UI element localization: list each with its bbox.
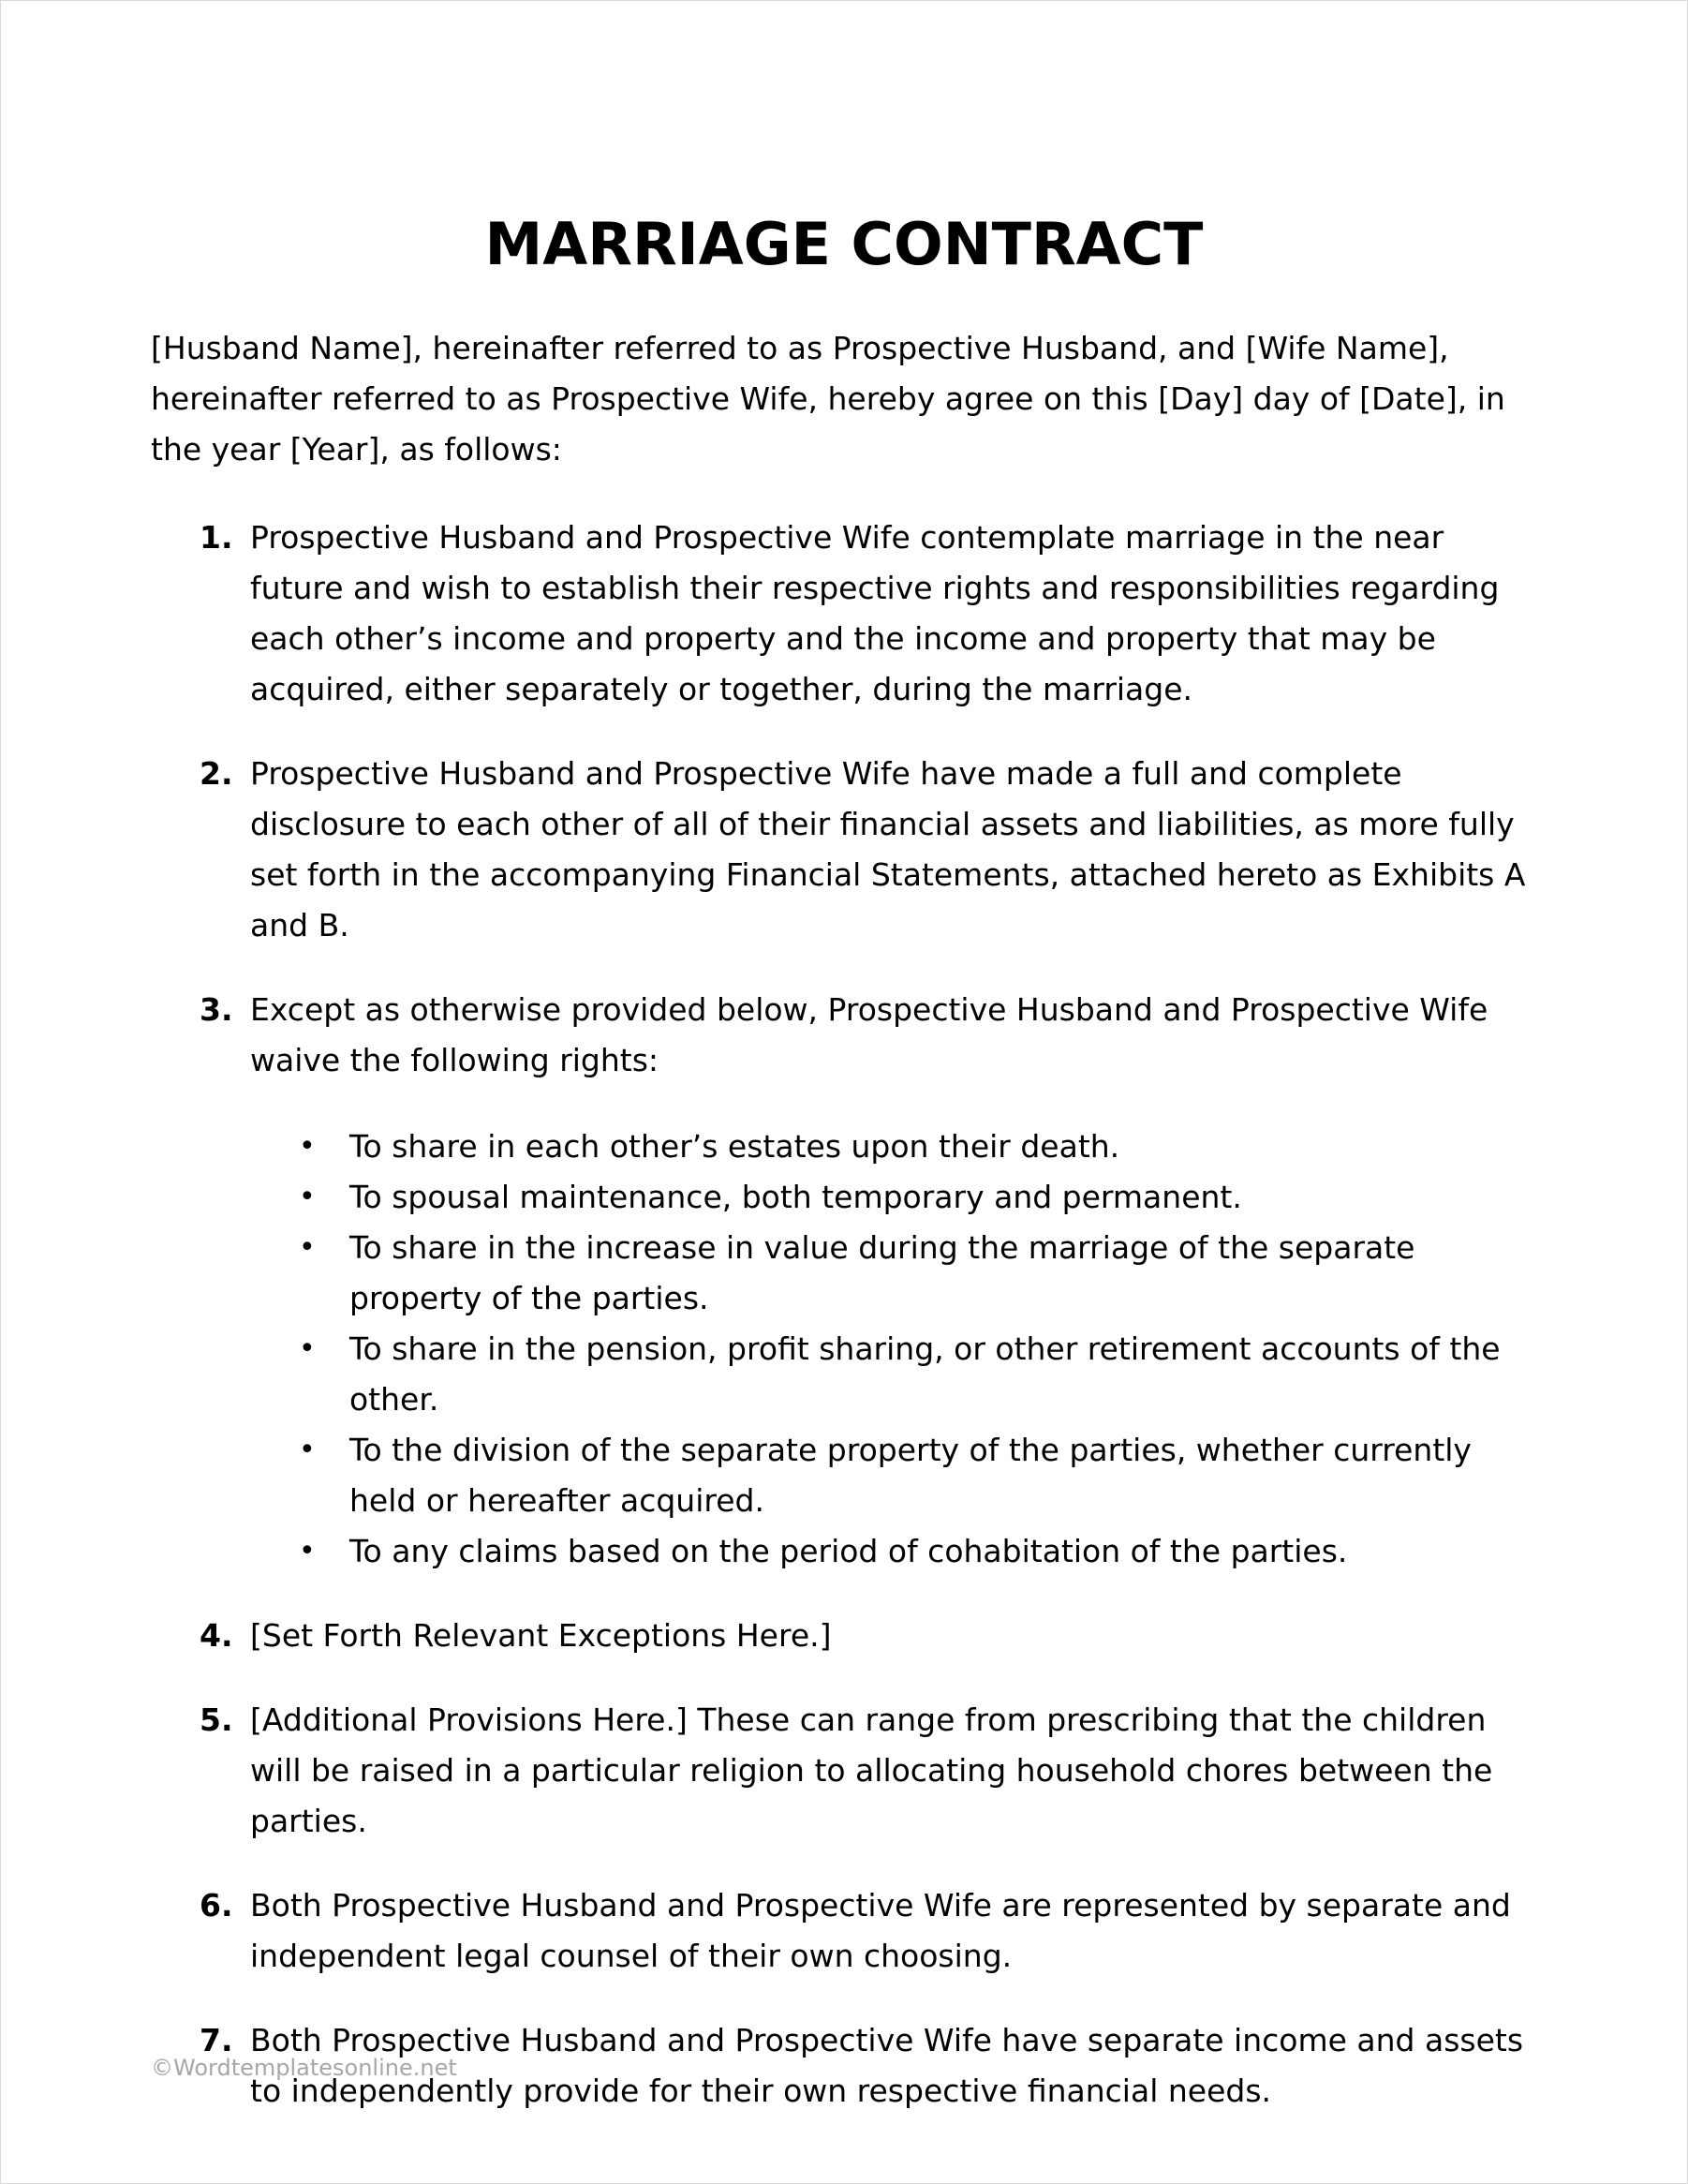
clause-number: 4.	[200, 1617, 233, 1654]
clause-4	[151, 1611, 1547, 1661]
waived-rights-list	[250, 1122, 1547, 1577]
list-item-text: To the division of the separate property of the parties, whether currently held or hereafter acquired.	[349, 1432, 1472, 1519]
list-item-text: To spousal maintenance, both temporary and permanent.	[349, 1179, 1242, 1215]
page-title: MARRIAGE CONTRACT	[484, 210, 1204, 278]
list-item	[250, 1172, 1547, 1223]
list-item	[250, 1526, 1547, 1577]
clause-5	[151, 1695, 1547, 1847]
clause-6	[151, 1880, 1547, 1982]
list-item-text: To share in the pension, profit sharing, or other retirement accounts of the other.	[349, 1330, 1501, 1418]
bullet-icon: •	[299, 1231, 316, 1264]
intro-paragraph: [Husband Name], hereinafter referred to as Prospective Husband, and [Wife Name], hereinafter referred to as Prospective Wife, hereby agree on this [Day] day of [Date], in the year [Year], as follows:	[151, 330, 1505, 468]
list-item	[250, 1122, 1547, 1172]
clause-2	[151, 749, 1547, 951]
clause-text: Prospective Husband and Prospective Wife contemplate marriage in the near future and wish to establish their respective rights and responsibilities regarding each other’s income and property and the income and property that may be acquired, either separately or together, during the marriage.	[250, 519, 1500, 707]
bullet-icon: •	[299, 1181, 316, 1213]
clause-text: Prospective Husband and Prospective Wife have made a full and complete disclosure to each other of all of their financial assets and liabilities, as more fully set forth in the accompanying Financial Statements, attached hereto as Exhibits A and B.	[250, 755, 1526, 943]
list-item	[250, 1324, 1547, 1425]
clause-text: [Additional Provisions Here.] These can range from prescribing that the children will be raised in a particular religion to allocating household chores between the parties.	[250, 1701, 1493, 1839]
bullet-icon: •	[299, 1130, 316, 1163]
bullet-icon: •	[299, 1535, 316, 1567]
clause-text: Both Prospective Husband and Prospective Wife are represented by separate and independent legal counsel of their own choosing.	[250, 1887, 1511, 1974]
document-body	[151, 323, 1547, 2150]
clause-3	[151, 985, 1547, 1577]
clause-number: 2.	[200, 755, 233, 792]
clause-1	[151, 513, 1547, 715]
list-item-text: To share in each other’s estates upon their death.	[349, 1128, 1120, 1165]
list-item	[250, 1223, 1547, 1324]
clause-number: 7.	[200, 2022, 233, 2058]
clause-number: 1.	[200, 519, 233, 556]
list-item	[250, 1425, 1547, 1526]
bullet-icon: •	[299, 1434, 316, 1466]
clause-text: [Set Forth Relevant Exceptions Here.]	[250, 1617, 832, 1654]
clause-number: 6.	[200, 1887, 233, 1924]
clause-number: 3.	[200, 991, 233, 1028]
clause-number: 5.	[200, 1701, 233, 1738]
clause-text: Except as otherwise provided below, Prospective Husband and Prospective Wife waive the following rights:	[250, 991, 1488, 1078]
bullet-icon: •	[299, 1332, 316, 1365]
clause-text: Both Prospective Husband and Prospective Wife have separate income and assets to independently provide for their own respective financial needs.	[250, 2022, 1524, 2109]
list-item-text: To share in the increase in value during the marriage of the separate property of the parties.	[349, 1229, 1415, 1316]
footer-watermark: ©Wordtemplatesonline.net	[151, 2055, 457, 2081]
list-item-text: To any claims based on the period of cohabitation of the parties.	[349, 1533, 1348, 1569]
